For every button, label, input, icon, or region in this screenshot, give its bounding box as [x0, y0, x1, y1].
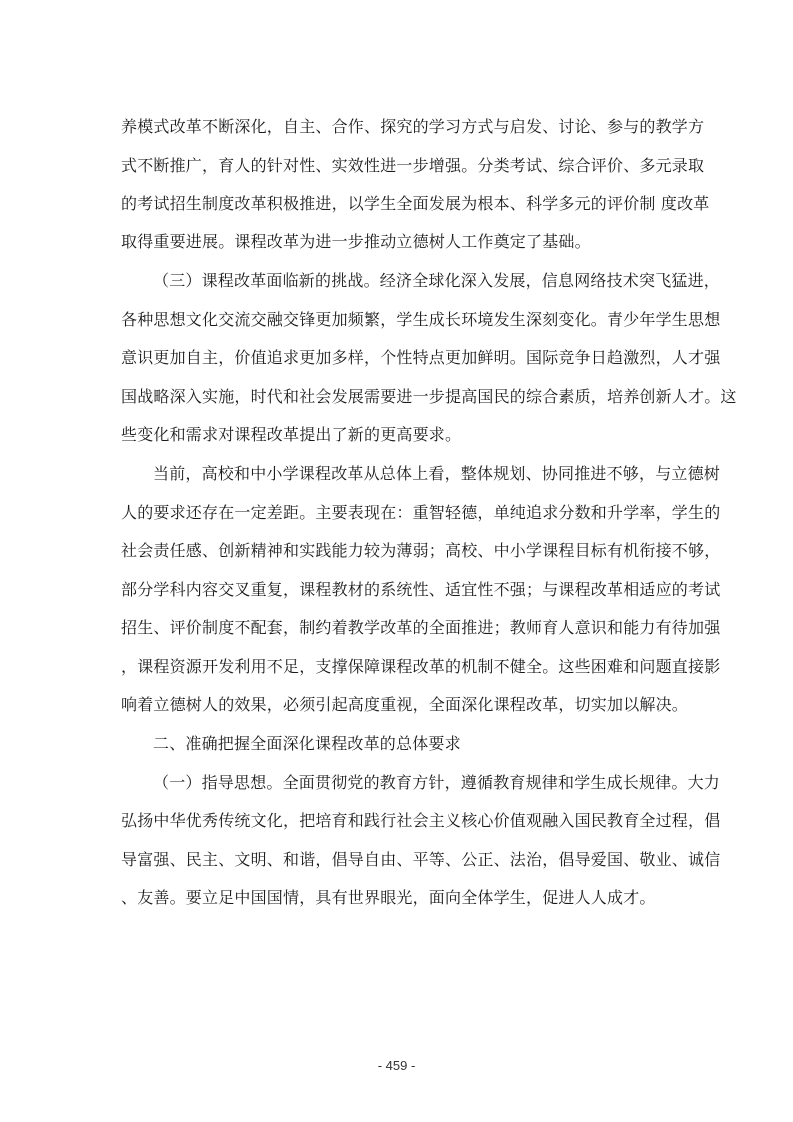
paragraph-start-line: 当前，高校和中小学课程改革从总体上看，整体规划、协同推进不够，与立德树: [153, 464, 721, 483]
text-line: 招生、评价制度不配套，制约着教学改革的全面推进；教师育人意识和能力有待加强: [121, 618, 721, 637]
text-line: 式不断推广，育人的针对性、实效性进一步增强。分类考试、综合评价、多元录取: [121, 156, 705, 175]
text-line: 响着立德树人的效果，必须引起高度重视，全面深化课程改革，切实加以解决。: [121, 695, 689, 714]
text-line: ，课程资源开发利用不足，支撑保障课程改革的机制不健全。这些困难和问题直接影: [121, 657, 721, 676]
text-line: 的考试招生制度改革积极推进，以学生全面发展为根本、科学多元的评价制 度改革: [121, 194, 710, 213]
text-line: 社会责任感、创新精神和实践能力较为薄弱；高校、中小学课程目标有机衔接不够，: [121, 541, 721, 560]
text-line: 取得重要进展。课程改革为进一步推动立德树人工作奠定了基础。: [121, 232, 591, 251]
text-line: 些变化和需求对课程改革提出了新的更高要求。: [121, 425, 462, 444]
text-line: 人的要求还存在一定差距。主要表现在：重智轻德，单纯追求分数和升学率，学生的: [121, 503, 721, 522]
text-line: 部分学科内容交叉重复，课程教材的系统性、适宜性不强；与课程改革相适应的考试: [121, 580, 721, 599]
section-heading: 二、准确把握全面深化课程改革的总体要求: [153, 734, 461, 753]
text-line: 、友善。要立足中国国情，具有世界眼光，面向全体学生，促进人人成才。: [121, 888, 656, 907]
text-line: 各种思想文化交流交融交锋更加频繁，学生成长环境发生深刻变化。青少年学生思想: [121, 310, 721, 329]
text-line: 养模式改革不断深化，自主、合作、探究的学习方式与启发、讨论、参与的教学方: [121, 117, 705, 136]
paragraph-start-line: （三）课程改革面临新的挑战。经济全球化深入发展，信息网络技术突飞猛进，: [153, 271, 721, 290]
text-line: 国战略深入实施，时代和社会发展需要进一步提高国民的综合素质，培养创新人才。这: [121, 387, 737, 406]
paragraph-start-line: （一）指导思想。全面贯彻党的教育方针，遵循教育规律和学生成长规律。大力: [153, 773, 721, 792]
text-line: 导富强、民主、文明、和谐，倡导自由、平等、公正、法治，倡导爱国、敬业、诚信: [121, 850, 721, 869]
page-number: - 459 -: [377, 1058, 416, 1073]
text-line: 弘扬中华优秀传统文化，把培育和践行社会主义核心价值观融入国民教育全过程，倡: [121, 811, 721, 830]
text-line: 意识更加自主，价值追求更加多样，个性特点更加鲜明。国际竞争日趋激烈，人才强: [121, 348, 721, 367]
